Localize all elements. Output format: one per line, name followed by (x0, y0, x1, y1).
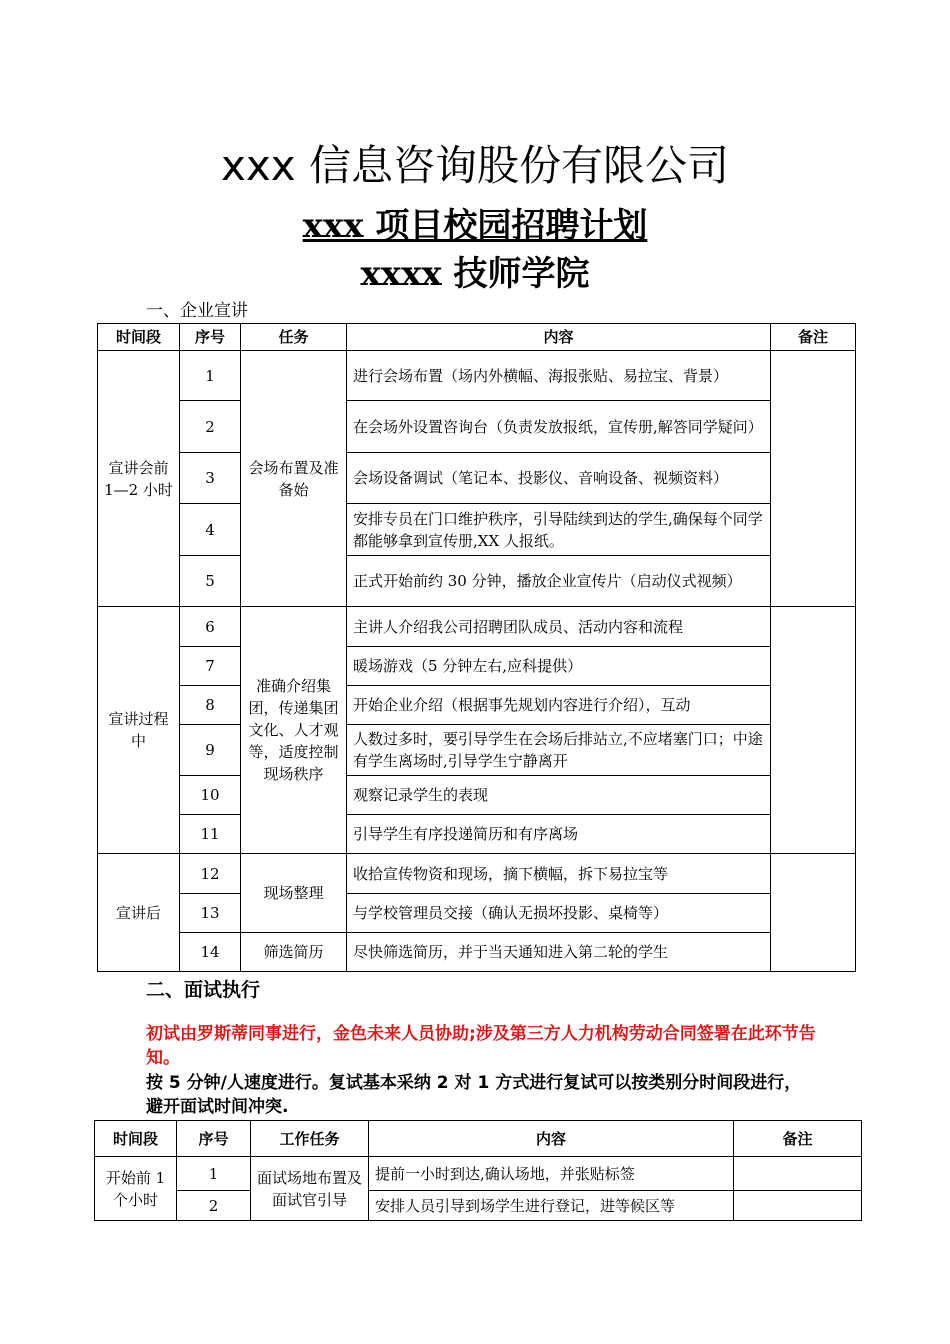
section1-heading: 一、企业宣讲 (146, 301, 248, 321)
content-cell: 开始企业介绍（根据事先规划内容进行介绍），互动 (347, 686, 771, 725)
col-header-period: 时间段 (95, 1121, 177, 1157)
table-header-row (95, 1121, 862, 1157)
content-cell: 观察记录学生的表现 (347, 776, 771, 815)
table-row (98, 351, 856, 401)
col-header-task: 工作任务 (251, 1121, 369, 1157)
row-number: 2 (180, 401, 241, 453)
table-row (98, 725, 856, 776)
table-row (98, 504, 856, 556)
task-cell: 面试场地布置及面试官引导 (251, 1157, 369, 1221)
task-cell: 准确介绍集团，传递集团文化、人才观等，适度控制现场秩序 (241, 607, 347, 854)
table-row (98, 776, 856, 815)
interview-schedule-table (94, 1120, 862, 1221)
table-row (95, 1191, 862, 1221)
table-row (98, 686, 856, 725)
col-header-period: 时间段 (98, 324, 180, 351)
content-cell: 安排专员在门口维护秩序，引导陆续到达的学生,确保每个同学都能够拿到宣传册,XX 人报纸。 (347, 504, 771, 556)
period-cell: 开始前 1 个小时 (95, 1157, 177, 1221)
row-number: 6 (180, 607, 241, 647)
content-cell: 正式开始前约 30 分钟，播放企业宣传片（启动仪式视频） (347, 556, 771, 607)
remark-cell (771, 351, 856, 607)
interview-note: 按 5 分钟/人速度进行。复试基本采纳 2 对 1 方式进行复试可以按类别分时间段进行，避开面试时间冲突. (146, 1073, 802, 1117)
presentation-schedule-table (97, 323, 856, 972)
row-number: 4 (180, 504, 241, 556)
company-title: xxx 信息咨询股份有限公司 (221, 141, 729, 190)
period-cell: 宣讲会前 1—2 小时 (98, 351, 180, 607)
table-row (98, 556, 856, 607)
content-cell: 人数过多时，要引导学生在会场后排站立,不应堵塞门口；中途有学生离场时,引导学生宁静离开 (347, 725, 771, 776)
content-cell: 尽快筛选简历，并于当天通知进入第二轮的学生 (347, 933, 771, 972)
content-cell: 与学校管理员交接（确认无损坏投影、桌椅等） (347, 894, 771, 933)
table-row (98, 815, 856, 854)
content-cell: 暖场游戏（5 分钟左右,应科提供） (347, 647, 771, 686)
content-cell: 进行会场布置（场内外横幅、海报张贴、易拉宝、背景） (347, 351, 771, 401)
content-cell: 会场设备调试（笔记本、投影仪、音响设备、视频资料） (347, 453, 771, 504)
row-number: 8 (180, 686, 241, 725)
remark-cell (734, 1157, 862, 1191)
row-number: 3 (180, 453, 241, 504)
row-number: 1 (180, 351, 241, 401)
row-number: 11 (180, 815, 241, 854)
table-row (98, 854, 856, 894)
row-number: 1 (177, 1157, 251, 1191)
period-cell: 宣讲过程中 (98, 607, 180, 854)
content-cell: 主讲人介绍我公司招聘团队成员、活动内容和流程 (347, 607, 771, 647)
table-row (95, 1157, 862, 1191)
row-number: 5 (180, 556, 241, 607)
col-header-content: 内容 (369, 1121, 734, 1157)
remark-cell (771, 607, 856, 854)
project-title: xxx 项目校园招聘计划 (302, 206, 648, 246)
table-row (98, 933, 856, 972)
remark-cell (771, 854, 856, 972)
col-header-remark: 备注 (734, 1121, 862, 1157)
row-number: 9 (180, 725, 241, 776)
interview-note-red: 初试由罗斯蒂同事进行，金色未来人员协助;涉及第三方人力机构劳动合同签署在此环节告知。 (146, 1024, 816, 1068)
row-number: 14 (180, 933, 241, 972)
content-cell: 提前一小时到达,确认场地，并张贴标签 (369, 1157, 734, 1191)
period-cell: 宣讲后 (98, 854, 180, 972)
col-header-no: 序号 (180, 324, 241, 351)
task-cell: 现场整理 (241, 854, 347, 933)
col-header-task: 任务 (241, 324, 347, 351)
task-cell: 会场布置及准备始 (241, 351, 347, 607)
remark-cell (734, 1191, 862, 1221)
col-header-content: 内容 (347, 324, 771, 351)
section2-heading: 二、面试执行 (146, 979, 261, 1001)
table-header-row (98, 324, 856, 351)
table-row (98, 647, 856, 686)
row-number: 7 (180, 647, 241, 686)
content-cell: 引导学生有序投递简历和有序离场 (347, 815, 771, 854)
content-cell: 收拾宣传物资和现场，摘下横幅，拆下易拉宝等 (347, 854, 771, 894)
row-number: 13 (180, 894, 241, 933)
row-number: 10 (180, 776, 241, 815)
school-title: xxxx 技师学院 (360, 254, 590, 294)
content-cell: 安排人员引导到场学生进行登记，进等候区等 (369, 1191, 734, 1221)
table-row (98, 453, 856, 504)
table-row (98, 607, 856, 647)
table-row (98, 401, 856, 453)
row-number: 2 (177, 1191, 251, 1221)
task-cell: 筛选简历 (241, 933, 347, 972)
col-header-no: 序号 (177, 1121, 251, 1157)
col-header-remark: 备注 (771, 324, 856, 351)
table-row (98, 894, 856, 933)
row-number: 12 (180, 854, 241, 894)
content-cell: 在会场外设置咨询台（负责发放报纸，宣传册,解答同学疑问） (347, 401, 771, 453)
